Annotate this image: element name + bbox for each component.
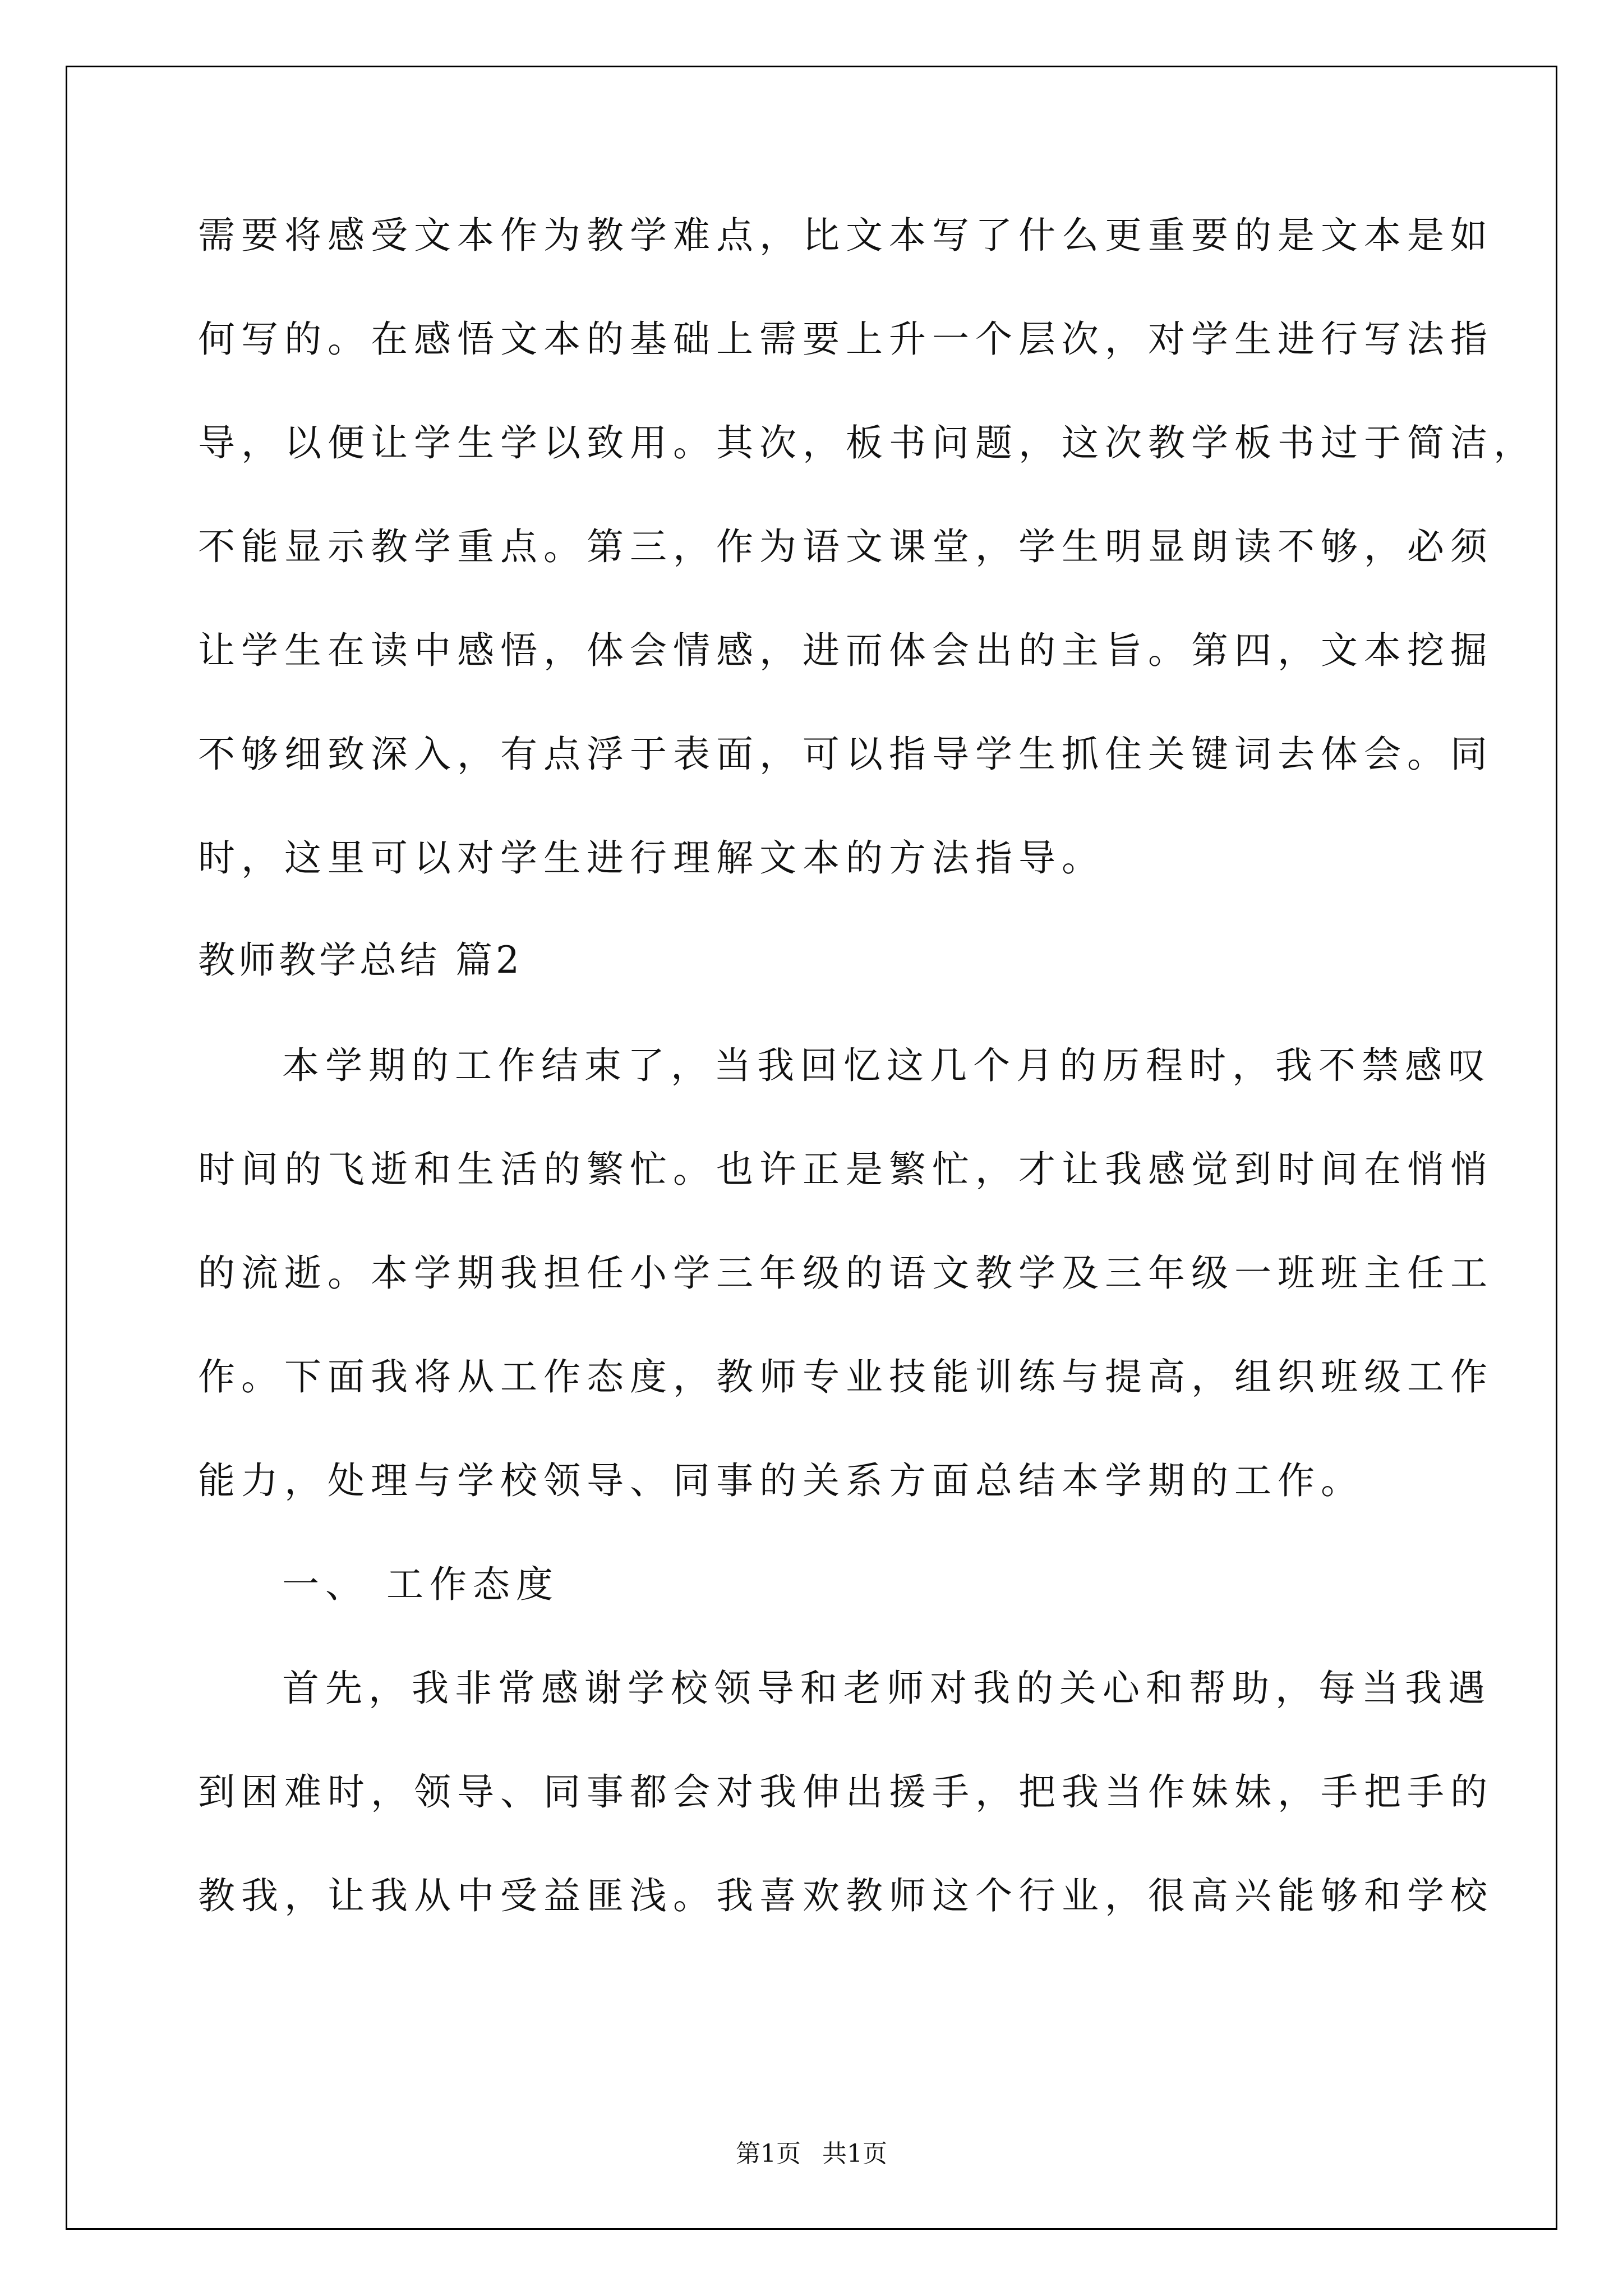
page-total: 共1页 <box>822 2139 887 2168</box>
body-line: 时间的飞逝和生活的繁忙。也许正是繁忙，才让我感觉到时间在悄悄 <box>198 1148 1493 1191</box>
body-line: 不能显示教学重点。第三，作为语文课堂，学生明显朗读不够，必须 <box>198 525 1493 568</box>
body-line: 不够细致深入，有点浮于表面，可以指导学生抓住关键词去体会。同 <box>198 733 1493 776</box>
subsection-heading: 一、 工作态度 <box>282 1563 559 1606</box>
body-line: 作。下面我将从工作态度，教师专业技能训练与提高，组织班级工作 <box>198 1355 1493 1398</box>
section-title: 教师教学总结 篇2 <box>198 938 523 982</box>
body-line: 何写的。在感悟文本的基础上需要上升一个层次，对学生进行写法指 <box>198 318 1493 361</box>
body-line: 导，以便让学生学以致用。其次，板书问题，这次教学板书过于简洁， <box>198 421 1537 464</box>
body-line: 需要将感受文本作为教学难点，比文本写了什么更重要的是文本是如 <box>198 214 1493 257</box>
body-line: 教我，让我从中受益匪浅。我喜欢教师这个行业，很高兴能够和学校 <box>198 1874 1493 1917</box>
body-line: 能力，处理与学校领导、同事的关系方面总结本学期的工作。 <box>198 1459 1364 1502</box>
body-line: 首先，我非常感谢学校领导和老师对我的关心和帮助，每当我遇 <box>282 1667 1491 1710</box>
body-line: 让学生在读中感悟，体会情感，进而体会出的主旨。第四，文本挖掘 <box>198 629 1493 672</box>
body-line: 的流逝。本学期我担任小学三年级的语文教学及三年级一班班主任工 <box>198 1251 1493 1295</box>
page-number: 第1页 <box>736 2139 801 2168</box>
body-line: 时，这里可以对学生进行理解文本的方法指导。 <box>198 836 1105 880</box>
body-line: 本学期的工作结束了，当我回忆这几个月的历程时，我不禁感叹 <box>282 1044 1491 1087</box>
page-footer <box>0 2137 1623 2171</box>
body-line: 到困难时，领导、同事都会对我伸出援手，把我当作妹妹，手把手的 <box>198 1770 1493 1814</box>
